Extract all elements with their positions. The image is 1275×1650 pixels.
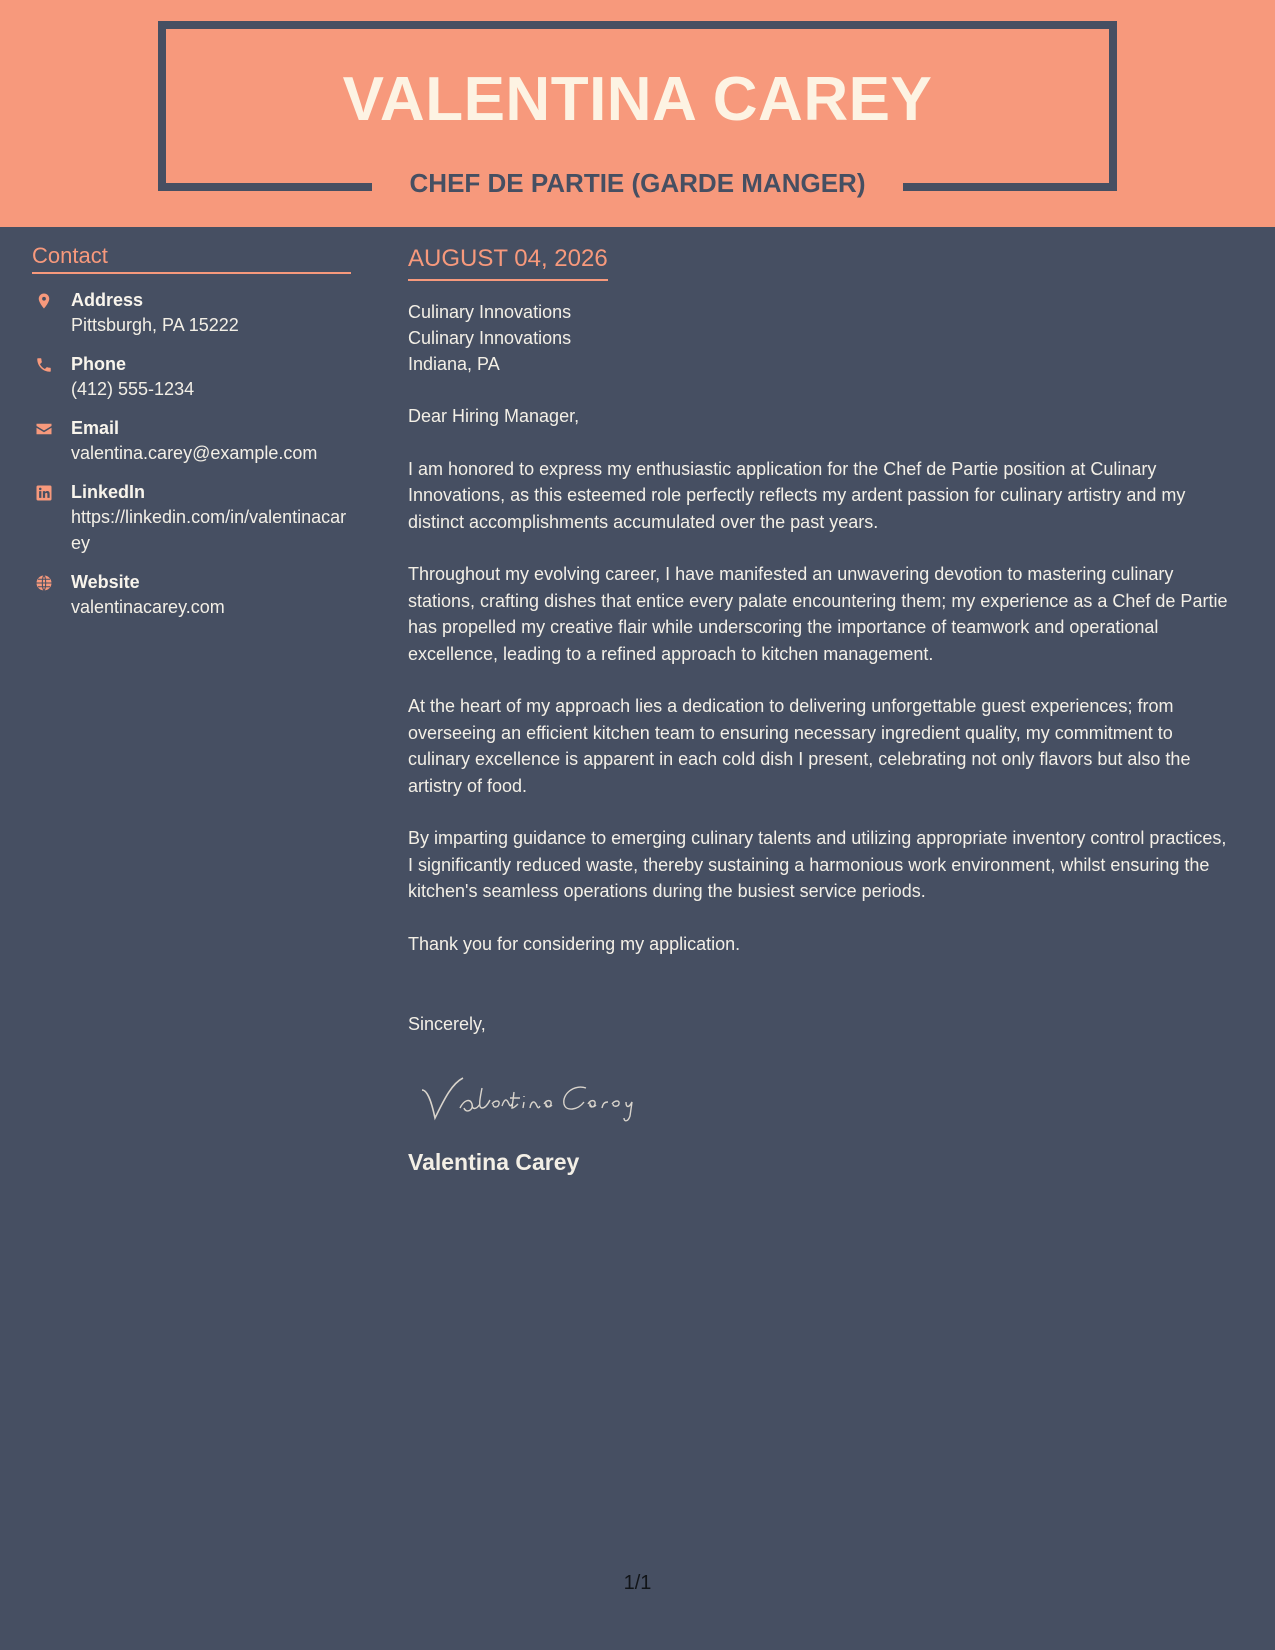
contact-address-value: Pittsburgh, PA 15222 [71, 315, 239, 335]
map-pin-icon [35, 292, 53, 310]
handwritten-signature [416, 1068, 676, 1128]
contact-website-label: Website [71, 572, 140, 592]
salutation: Dear Hiring Manager, [408, 406, 580, 426]
contact-phone-label: Phone [71, 354, 127, 374]
letter-body [408, 243, 1228, 1177]
header-frame-bottom-left [158, 183, 372, 191]
recipient-location: Indiana, PA [408, 354, 500, 374]
contact-phone-value: (412) 555-1234 [71, 379, 195, 399]
page-number: 1/1 [623, 1572, 652, 1594]
header-banner [0, 0, 1275, 227]
contact-phone [32, 352, 351, 402]
contact-email-value: valentina.carey@example.com [71, 443, 318, 463]
contact-address [32, 288, 351, 338]
contact-address-label: Address [71, 290, 144, 310]
linkedin-icon [35, 484, 53, 502]
paragraph-2: Throughout my evolving career, I have manifested an unwavering devotion to mastering culinary stations, crafting dishes that entice every palate encountering them; my experience as a Chef de Partie has propelled my creative flair while underscoring the importance of teamwork and operational excellence, leading to a refined approach to kitchen management. [408, 564, 1228, 664]
envelope-icon [35, 420, 53, 438]
applicant-name: VALENTINA CAREY [342, 65, 933, 134]
globe-icon [35, 574, 53, 592]
contact-website [32, 570, 351, 620]
header-frame-bottom-right [903, 183, 1117, 191]
recipient-company: Culinary Innovations [408, 302, 572, 322]
contact-email-label: Email [71, 418, 120, 438]
closing: Sincerely, [408, 1014, 486, 1034]
paragraph-1: I am honored to express my enthusiastic application for the Chef de Partie position at Culinary Innovations, as this esteemed role perfectly reflects my ardent passion for culinary artistry and my distinct accomplishments accumulated over the past years. [408, 458, 1186, 532]
contact-website-value[interactable]: valentinacarey.com [71, 597, 225, 617]
letter-date: AUGUST 04, 2026 [408, 243, 608, 281]
contact-linkedin-value[interactable]: https://linkedin.com/in/valentinacarey [71, 507, 347, 553]
thank-you-paragraph: Thank you for considering my application. [408, 933, 741, 954]
paragraph-3: At the heart of my approach lies a dedication to delivering unforgettable guest experiences; from overseeing an efficient kitchen team to ensuring necessary ingredient quality, my commitment to culinary excellence is apparent in each cold dish I present, celebrating not only flavors but also the artistry of food. [408, 696, 1191, 796]
contact-email [32, 416, 351, 466]
contact-sidebar [32, 242, 351, 620]
contact-linkedin [32, 480, 351, 556]
recipient-company-line2: Culinary Innovations [408, 328, 572, 348]
phone-icon [35, 356, 53, 374]
recipient-block [408, 299, 1228, 377]
contact-linkedin-label: LinkedIn [71, 482, 146, 502]
job-title: CHEF DE PARTIE (GARDE MANGER) [409, 168, 866, 198]
contact-heading: Contact [32, 242, 351, 274]
paragraph-4: By imparting guidance to emerging culinary talents and utilizing appropriate inventory control practices, I significantly reduced waste, thereby sustaining a harmonious work environment, whilst ensuring the kitchen's seamless operations during the busiest service periods. [408, 828, 1227, 901]
signer-name: Valentina Carey [408, 1148, 580, 1175]
